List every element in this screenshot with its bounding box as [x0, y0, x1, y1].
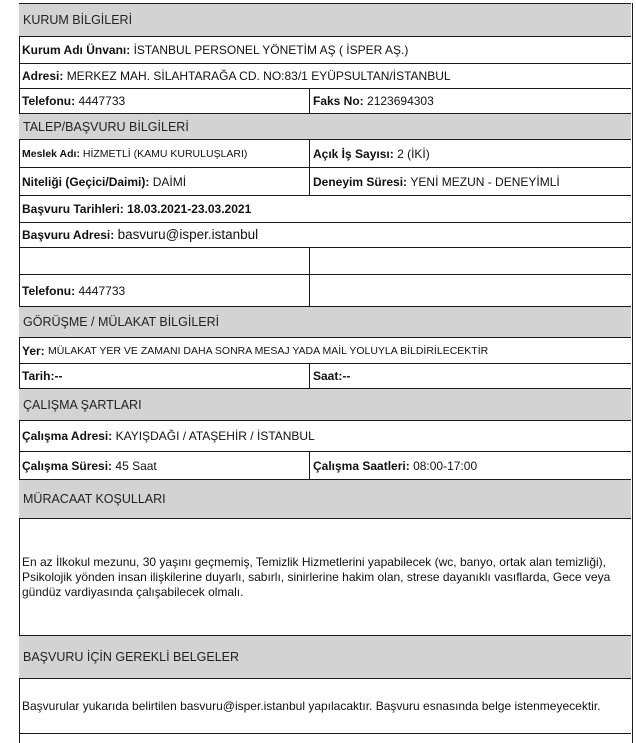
basvuru-adres-value: basvuru@isper.istanbul	[117, 227, 259, 242]
row-muracaat-text	[19, 518, 631, 635]
row-meslek	[19, 139, 631, 167]
row-calisma-adres	[19, 420, 631, 451]
deneyim-label: Deneyim Süresi:	[313, 174, 408, 189]
calisma-saat-value: 08:00-17:00	[413, 458, 478, 473]
nitelik-label: Niteliği (Geçici/Daimi):	[22, 174, 150, 189]
acik-is-label: Açık İş Sayısı:	[313, 146, 394, 161]
section-header-talep: TALEP/BAŞVURU BİLGİLERİ	[19, 113, 631, 139]
row-kurum-telefon-faks	[19, 88, 631, 113]
kurum-faks-value: 2123694303	[367, 94, 434, 108]
kurum-adi-label: Kurum Adı Ünvanı:	[22, 43, 131, 57]
meslek-value: HİZMETLİ (KAMU KURULUŞLARI)	[82, 147, 248, 160]
row-kurum-adres	[19, 63, 631, 88]
empty-cell-right	[310, 248, 631, 274]
row-belgeler-text	[19, 678, 631, 733]
calisma-saat-label: Çalışma Saatleri:	[313, 458, 410, 473]
section-header-kurum: KURUM BİLGİLERİ	[19, 3, 631, 36]
belgeler-text: Başvurular yukarıda belirtilen basvuru@isper.istanbul yapılacaktır. Başvuru esnasında belge istenmeyecektir.	[22, 698, 601, 713]
bottom-rule	[19, 733, 631, 734]
row-basvuru-tarih	[19, 195, 631, 222]
basvuru-telefon-value: 4447733	[78, 283, 126, 298]
mulakat-yer-label: Yer:	[22, 343, 45, 358]
kurum-adres-value: MERKEZ MAH. SİLAHTARAĞA CD. NO:83/1 EYÜPSULTAN/İSTANBUL	[66, 69, 451, 83]
row-kurum-adi	[19, 36, 631, 63]
basvuru-adres-label: Başvuru Adresi:	[22, 228, 115, 242]
calisma-adres-label: Çalışma Adresi:	[22, 429, 113, 443]
basvuru-telefon-label: Telefonu:	[22, 283, 76, 298]
section-header-belgeler: BAŞVURU İÇİN GEREKLİ BELGELER	[19, 635, 631, 678]
row-basvuru-adres	[19, 222, 631, 247]
section-header-muracaat: MÜRACAAT KOŞULLARI	[19, 479, 631, 518]
calisma-sure-value: 45 Saat	[115, 458, 157, 473]
section-header-calisma: ÇALIŞMA ŞARTLARI	[19, 388, 631, 420]
meslek-label: Meslek Adı:	[22, 147, 80, 160]
row-basvuru-telefon	[19, 274, 631, 306]
acik-is-value: 2 (İKİ)	[397, 146, 430, 161]
kurum-telefon-value: 4447733	[78, 94, 126, 108]
kurum-adres-label: Adresi:	[22, 69, 64, 83]
basvuru-tarih: Başvuru Tarihleri: 18.03.2021-23.03.2021	[22, 202, 252, 216]
row-mulakat-yer	[19, 337, 631, 363]
muracaat-text: En az İlkokul mezunu, 30 yaşını geçmemiş, Temizlik Hizmetlerini yapabilecek (wc, banyo, ortak alan temizliği), Psikolojik yönden insan ilişkilerine duyarlı, sabırlı, sinirlerine hakim olan, strese dayanıklı vasıflarda, Gece veya gündüz vardiyasında çalışabilecek olmalı.	[22, 554, 611, 599]
empty-cell-left	[19, 248, 310, 274]
calisma-sure-label: Çalışma Süresi:	[22, 458, 113, 473]
section-header-gorusme: GÖRÜŞME / MÜLAKAT BİLGİLERİ	[19, 306, 631, 337]
empty-cell-right-2	[310, 275, 631, 306]
row-nitelik	[19, 167, 631, 195]
kurum-telefon-label: Telefonu:	[22, 94, 76, 108]
calisma-adres-value: KAYIŞDAĞI / ATAŞEHİR / İSTANBUL	[115, 429, 315, 443]
deneyim-value: YENİ MEZUN - DENEYİMLİ	[410, 174, 560, 189]
nitelik-value: DAİMİ	[152, 174, 187, 189]
kurum-adi-value: İSTANBUL PERSONEL YÖNETİM AŞ ( İSPER AŞ.)	[133, 43, 409, 57]
kurum-faks-label: Faks No:	[313, 94, 364, 108]
mulakat-yer-value: MÜLAKAT YER VE ZAMANI DAHA SONRA MESAJ YADA MAİL YOLUYLA BİLDİRİLECEKTİR	[48, 344, 489, 357]
mulakat-saat: Saat:--	[313, 369, 351, 383]
row-empty	[19, 247, 631, 274]
row-mulakat-tarih-saat	[19, 363, 631, 388]
mulakat-tarih: Tarih:--	[22, 369, 63, 383]
row-calisma-sure-saat	[19, 451, 631, 479]
